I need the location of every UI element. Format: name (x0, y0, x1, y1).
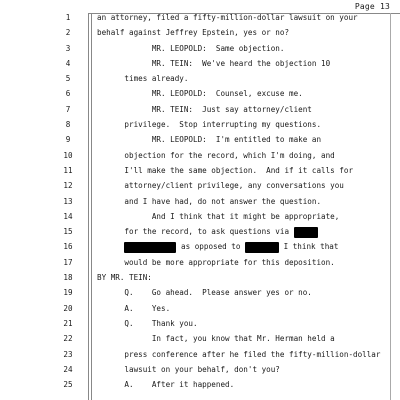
text-segment: A. Yes. (97, 303, 171, 313)
text-segment: MR. LEOPOLD: Counsel, excuse me. (97, 89, 303, 99)
line-text (97, 209, 339, 224)
line-text (97, 117, 321, 132)
line-number: 25 (63, 380, 73, 390)
line-number: 5 (65, 74, 71, 84)
transcript-line (0, 331, 400, 346)
transcript-line (0, 239, 400, 254)
line-number: 23 (63, 349, 73, 359)
line-text (97, 224, 318, 239)
line-number: 20 (63, 303, 73, 313)
transcript-line (0, 347, 400, 362)
transcript-line (0, 86, 400, 101)
transcript-line (0, 224, 400, 239)
text-segment: A. After it happened. (97, 380, 235, 390)
text-segment: MR. LEOPOLD: Same objection. (97, 43, 285, 53)
line-number: 19 (63, 288, 73, 298)
line-text (97, 285, 312, 300)
line-text (97, 10, 358, 25)
line-number: 24 (63, 364, 73, 374)
text-segment: Q. Thank you. (97, 318, 198, 328)
transcript-line (0, 362, 400, 377)
transcript-line (0, 41, 400, 56)
line-number: 6 (65, 89, 71, 99)
text-segment: MR. TEIN: We've heard the objection 10 (97, 58, 331, 68)
line-number: 13 (63, 196, 73, 206)
line-number: 15 (63, 227, 73, 237)
transcript-line (0, 194, 400, 209)
transcript-line (0, 148, 400, 163)
text-segment: I'll make the same objection. And if it calls for (97, 165, 354, 175)
text-segment: BY MR. TEIN: (97, 273, 152, 283)
transcript-line (0, 71, 400, 86)
transcript-line (0, 56, 400, 71)
line-text (97, 163, 353, 178)
line-number: 9 (65, 135, 71, 145)
text-segment: MR. TEIN: Just say attorney/client (97, 104, 312, 114)
line-number: 21 (63, 318, 73, 328)
line-number: 3 (65, 43, 71, 53)
text-segment: for the record, to ask questions via (97, 227, 294, 237)
text-segment: as opposed to (176, 242, 246, 252)
line-number: 4 (65, 58, 71, 68)
line-text (97, 331, 335, 346)
line-number: 16 (63, 242, 73, 252)
line-number: 14 (63, 211, 73, 221)
line-number: 7 (65, 104, 71, 114)
redaction-block (124, 242, 176, 253)
line-number: 18 (63, 273, 73, 283)
line-text (97, 239, 338, 254)
line-text (97, 347, 380, 362)
transcript-line (0, 117, 400, 132)
line-text (97, 255, 335, 270)
transcript-line (0, 25, 400, 40)
transcript-line (0, 209, 400, 224)
line-text (97, 301, 170, 316)
page-number: Page 13 (354, 2, 390, 11)
transcript-line (0, 163, 400, 178)
text-segment: Q. Go ahead. Please answer yes or no. (97, 288, 312, 298)
redaction-block (294, 227, 318, 238)
line-text (97, 148, 335, 163)
text-segment: behalf against Jeffrey Epstein, yes or no? (97, 28, 290, 38)
line-number: 10 (63, 150, 73, 160)
text-segment: privilege. Stop interrupting my questions. (97, 120, 322, 130)
text-segment: I think that (279, 242, 339, 252)
text-segment (97, 242, 124, 251)
line-number: 17 (63, 257, 73, 267)
text-segment: would be more appropriate for this deposition. (97, 257, 335, 267)
line-text (97, 194, 321, 209)
transcript-lines (0, 10, 400, 392)
line-text (97, 270, 152, 285)
text-segment: press conference after he filed the fifty-million-dollar (97, 349, 381, 359)
line-number: 12 (63, 181, 73, 191)
line-number: 11 (63, 165, 73, 175)
line-text (97, 178, 344, 193)
line-number: 1 (65, 13, 71, 22)
text-segment: And I think that it might be appropriate, (97, 211, 340, 221)
transcript-line (0, 10, 400, 25)
line-text (97, 132, 321, 147)
line-text (97, 377, 234, 392)
transcript-line (0, 255, 400, 270)
transcript-line (0, 270, 400, 285)
text-segment: objection for the record, which I'm doing, and (97, 150, 335, 160)
transcript-line (0, 316, 400, 331)
text-segment: and I have had, do not answer the question. (97, 196, 322, 206)
line-text (97, 25, 289, 40)
text-segment: MR. LEOPOLD: I'm entitled to make an (97, 135, 322, 145)
text-segment: In fact, you know that Mr. Herman held a (97, 334, 335, 344)
transcript-line (0, 301, 400, 316)
transcript-line (0, 102, 400, 117)
text-segment: attorney/client privilege, any conversations you (97, 181, 344, 191)
line-number: 2 (65, 28, 71, 38)
line-number: 22 (63, 334, 73, 344)
text-segment: times already. (97, 74, 189, 84)
line-text (97, 102, 312, 117)
transcript-line (0, 285, 400, 300)
text-segment: an attorney, filed a fifty-million-dollar lawsuit on your (97, 13, 358, 22)
line-text (97, 316, 198, 331)
transcript-line (0, 132, 400, 147)
line-text (97, 362, 280, 377)
line-number: 8 (65, 120, 71, 130)
line-text (97, 86, 303, 101)
line-text (97, 56, 330, 71)
line-text (97, 71, 188, 86)
transcript-line (0, 178, 400, 193)
line-text (97, 41, 284, 56)
redaction-block (245, 242, 279, 253)
text-segment: lawsuit on your behalf, don't you? (97, 364, 280, 374)
transcript-line (0, 377, 400, 392)
